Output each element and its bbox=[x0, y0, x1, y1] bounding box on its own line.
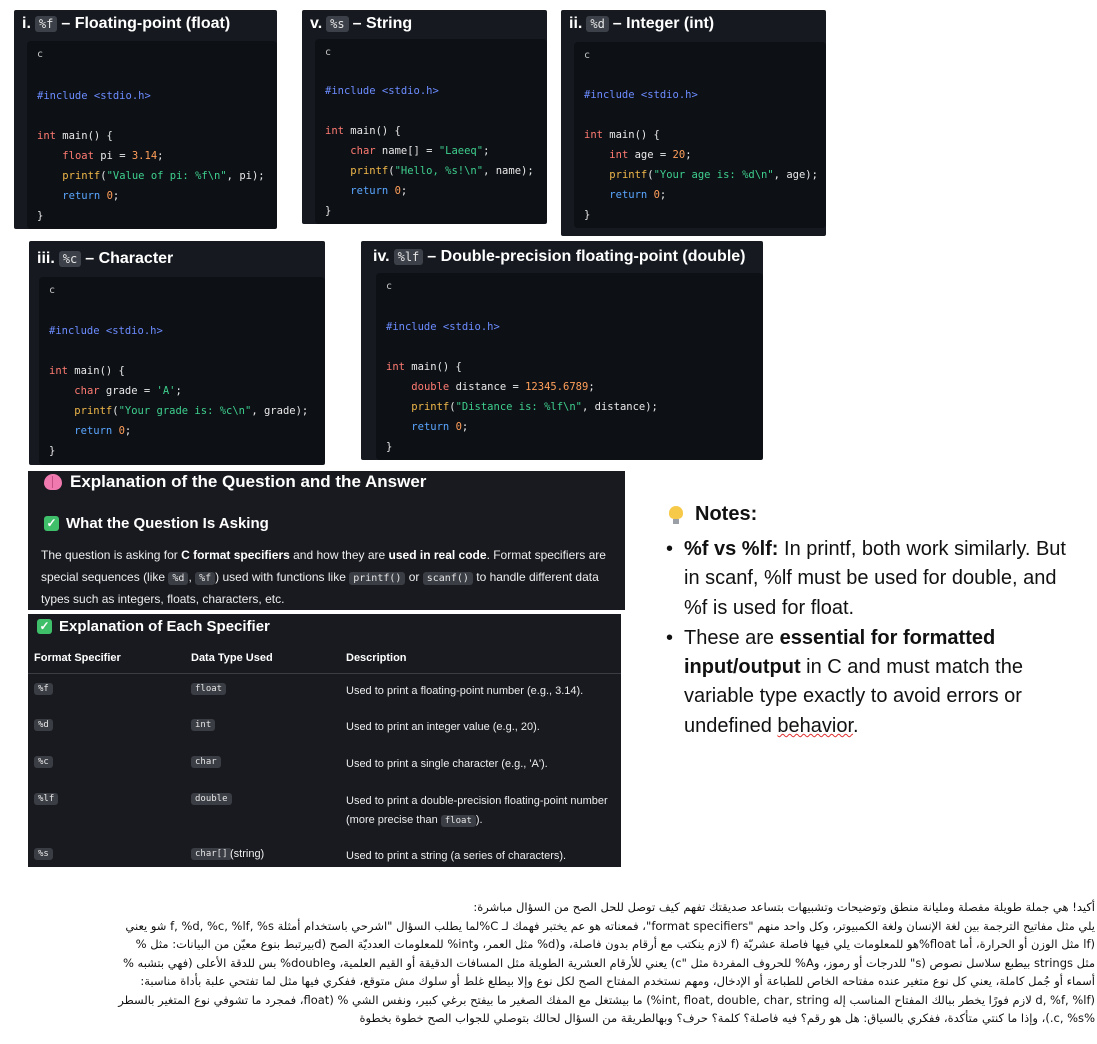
main-line: int main() { bbox=[49, 365, 125, 377]
arabic-line: يلي مثل مفاتيح الترجمة بين لغة الإنسان ولغة الكمبيوتر، وكل واحد منهم "format specifiers"، فمعناته هو عم يختبر فهمك لـ C%لما يطلب السؤال "اشرحي باستخدام أمثلة f, %d, %c, %lf, %s شو يعني bbox=[125, 918, 1095, 933]
header-divider bbox=[28, 673, 621, 674]
type-cell: char[] bbox=[191, 848, 232, 860]
return-line: return 0; bbox=[74, 425, 132, 437]
specifier-chip: %d bbox=[586, 16, 608, 32]
brain-icon bbox=[44, 474, 62, 490]
card-heading: – String bbox=[352, 15, 413, 32]
decl-line: char name[] = "Laeeq"; bbox=[350, 145, 490, 157]
include-line: #include <stdio.h> bbox=[37, 90, 151, 102]
lightbulb-icon bbox=[669, 506, 683, 524]
printf-line: printf("Your age is: %d\n", age); bbox=[609, 169, 818, 181]
code-language-label: c bbox=[386, 281, 393, 292]
notes-title: Notes: bbox=[669, 503, 757, 526]
code-block bbox=[315, 39, 547, 224]
question-subtitle: ✓ What the Question Is Asking bbox=[44, 515, 269, 532]
printf-line: printf("Value of pi: %f\n", pi); bbox=[62, 170, 265, 182]
decl-line: char grade = 'A'; bbox=[74, 385, 182, 397]
inline-code: %d bbox=[168, 572, 188, 585]
column-header: Data Type Used bbox=[191, 652, 273, 664]
code-card-float bbox=[14, 10, 277, 229]
description-cell: Used to print a single character (e.g., 'A'). bbox=[346, 758, 548, 770]
main-line: int main() { bbox=[584, 129, 660, 141]
arabic-line: أسماء أو جُمل كاملة، يعني كل نوع متغير عنده مفتاحه الخاص للطباعة أو الإدخال، ومهم نستخدم المفتاح الصح لكل نوع وإلا بيطلع غلط أو سلوك مش متوقع، ففكري فيها مثل لما تفتحي علبة بأداة مناسبة: bbox=[140, 974, 1095, 988]
description-cell: Used to print a floating-point number (e.g., 3.14). bbox=[346, 685, 584, 697]
specifier-cell: %lf bbox=[34, 793, 58, 805]
card-prefix: i. bbox=[22, 15, 31, 32]
arabic-line: مثل strings بيطبع سلاسل نصوص (s" للدرجات أو رموز، وA% للحروف المفردة مثل "c) يعني للأرقام العشرية الطويلة مثل المسافات الدقيقة أو القيم العلمية، وdouble% بس للدقة الأعلى (فهي بتشبه % bbox=[122, 955, 1095, 970]
return-line: return 0; bbox=[350, 185, 408, 197]
decl-line: double distance = 12345.6789; bbox=[411, 381, 595, 393]
code-language-label: c bbox=[325, 47, 332, 58]
type-suffix: (string) bbox=[230, 848, 265, 860]
code-card-string bbox=[302, 10, 547, 224]
close-brace: } bbox=[49, 445, 56, 457]
printf-line: printf("Hello, %s!\n", name); bbox=[350, 165, 534, 177]
card-title bbox=[569, 10, 714, 38]
specifier-chip: %f bbox=[35, 16, 57, 32]
close-brace: } bbox=[37, 210, 44, 222]
arabic-line: أكيد! هي جملة طويلة مفصلة ومليانة منطق وتوضيحات وتشبيهات بتساعد صديقتك تفهم كيف توصل للحل الصح من السؤال مباشرة: bbox=[473, 900, 1095, 914]
inline-code: float bbox=[441, 815, 476, 827]
note-item: • These are essential for formatted input/output in C and must match the variable type exactly to avoid errors or undefined behavior. bbox=[665, 624, 1085, 741]
inline-code: printf() bbox=[349, 572, 405, 585]
specifier-cell: %d bbox=[34, 719, 53, 731]
card-title bbox=[22, 10, 230, 38]
notes-list bbox=[665, 535, 1085, 742]
type-cell: double bbox=[191, 793, 232, 805]
column-header: Description bbox=[346, 652, 407, 664]
explanation-panel bbox=[28, 471, 625, 610]
code-language-label: c bbox=[37, 49, 44, 60]
card-prefix: iv. bbox=[373, 248, 390, 265]
arabic-explanation bbox=[0, 898, 1097, 1028]
explanation-paragraph: The question is asking for C format specifiers and how they are used in real code. Format specifiers are special sequences (like %d , %f ) used with functions like printf() or scanf() to handle different data types such as integers, floats, characters, etc. bbox=[41, 548, 606, 606]
main-line: int main() { bbox=[325, 125, 401, 137]
code-card-double bbox=[361, 241, 763, 460]
card-heading: – Character bbox=[85, 250, 174, 267]
card-prefix: iii. bbox=[37, 250, 55, 267]
card-title bbox=[373, 243, 746, 271]
close-brace: } bbox=[386, 441, 393, 453]
type-cell: int bbox=[191, 719, 215, 731]
arabic-line: (d, %f, %lf لازم فورًا يخطر ببالك المفتاح المناسب إله int, float, double, char, string%) ما بيشتغل مع المفك الصغير ما بيفتح برغي كبير، ونفس الشي % (float، فمجرد ما تشوفي نوع المتغير بالسطر bbox=[118, 992, 1095, 1007]
card-heading: – Integer (int) bbox=[612, 15, 715, 32]
specifier-cell: %s bbox=[34, 848, 53, 860]
description-cell: Used to print a double-precision floating-point number (more precise than float ). bbox=[346, 795, 608, 826]
arabic-line: (lf مثل الوزن أو الحرارة، أما float%هو للمعلومات يلي فيها فاصلة عشريّة (f لازم ينكتب مع أرقام بدون فاصلة، و(d% مثل العمر، وint% للمعلومات العدديّة الصح (dبيرتبط بنوع معيّن من البيانات: مثل % bbox=[135, 937, 1095, 951]
code-card-int bbox=[561, 10, 826, 236]
decl-line: float pi = 3.14; bbox=[62, 150, 164, 162]
return-line: return 0; bbox=[62, 190, 120, 202]
inline-code: %f bbox=[195, 572, 215, 585]
card-heading: – Double-precision floating-point (double) bbox=[427, 248, 746, 265]
main-line: int main() { bbox=[386, 361, 462, 373]
close-brace: } bbox=[325, 205, 332, 217]
return-line: return 0; bbox=[609, 189, 667, 201]
main-line: int main() { bbox=[37, 130, 113, 142]
specifier-chip: %c bbox=[59, 251, 81, 267]
check-icon: ✓ bbox=[37, 619, 52, 634]
card-title bbox=[37, 245, 173, 273]
return-line: return 0; bbox=[411, 421, 469, 433]
code-card-char bbox=[29, 241, 325, 465]
code-language-label: c bbox=[49, 285, 56, 296]
note-item: • %f vs %lf: In printf, both work similarly. But in scanf, %lf must be used for double, and %f is used for float. bbox=[665, 535, 1085, 623]
close-brace: } bbox=[584, 209, 591, 221]
column-header: Format Specifier bbox=[34, 652, 121, 664]
include-line: #include <stdio.h> bbox=[49, 325, 163, 337]
specifier-cell: %f bbox=[34, 683, 53, 695]
description-cell: Used to print an integer value (e.g., 20). bbox=[346, 721, 540, 733]
printf-line: printf("Distance is: %lf\n", distance); bbox=[411, 401, 658, 413]
explanation-title: Explanation of the Question and the Answer bbox=[44, 471, 426, 493]
include-line: #include <stdio.h> bbox=[325, 85, 439, 97]
card-title bbox=[310, 10, 412, 38]
include-line: #include <stdio.h> bbox=[386, 321, 500, 333]
type-cell: char bbox=[191, 756, 221, 768]
decl-line: int age = 20; bbox=[609, 149, 692, 161]
check-icon: ✓ bbox=[44, 516, 59, 531]
specifier-table bbox=[28, 614, 621, 867]
inline-code: scanf() bbox=[423, 572, 473, 585]
type-cell: float bbox=[191, 683, 226, 695]
arabic-line: %c, %s.)، وإذا ما كنتي متأكدة، ففكري بالسياق: هل هو رقم؟ فيه فاصلة؟ كلمة؟ حرف؟ وبهالطريقة من السؤال لحالك بتوصلي للجواب الصح خطوة بخطوة bbox=[359, 1011, 1095, 1025]
specifier-cell: %c bbox=[34, 756, 53, 768]
card-prefix: v. bbox=[310, 15, 323, 32]
code-block bbox=[27, 41, 277, 229]
printf-line: printf("Your grade is: %c\n", grade); bbox=[74, 405, 309, 417]
code-block bbox=[39, 277, 325, 465]
description-cell: Used to print a string (a series of characters). bbox=[346, 850, 567, 862]
include-line: #include <stdio.h> bbox=[584, 89, 698, 101]
code-block bbox=[574, 42, 826, 228]
specifier-chip: %s bbox=[326, 16, 348, 32]
specifier-chip: %lf bbox=[394, 249, 424, 265]
table-title: ✓ Explanation of Each Specifier bbox=[37, 618, 270, 635]
card-prefix: ii. bbox=[569, 15, 583, 32]
code-block bbox=[376, 273, 763, 460]
code-language-label: c bbox=[584, 50, 591, 61]
spellcheck-word: behavior bbox=[777, 714, 854, 737]
card-heading: – Floating-point (float) bbox=[61, 15, 231, 32]
